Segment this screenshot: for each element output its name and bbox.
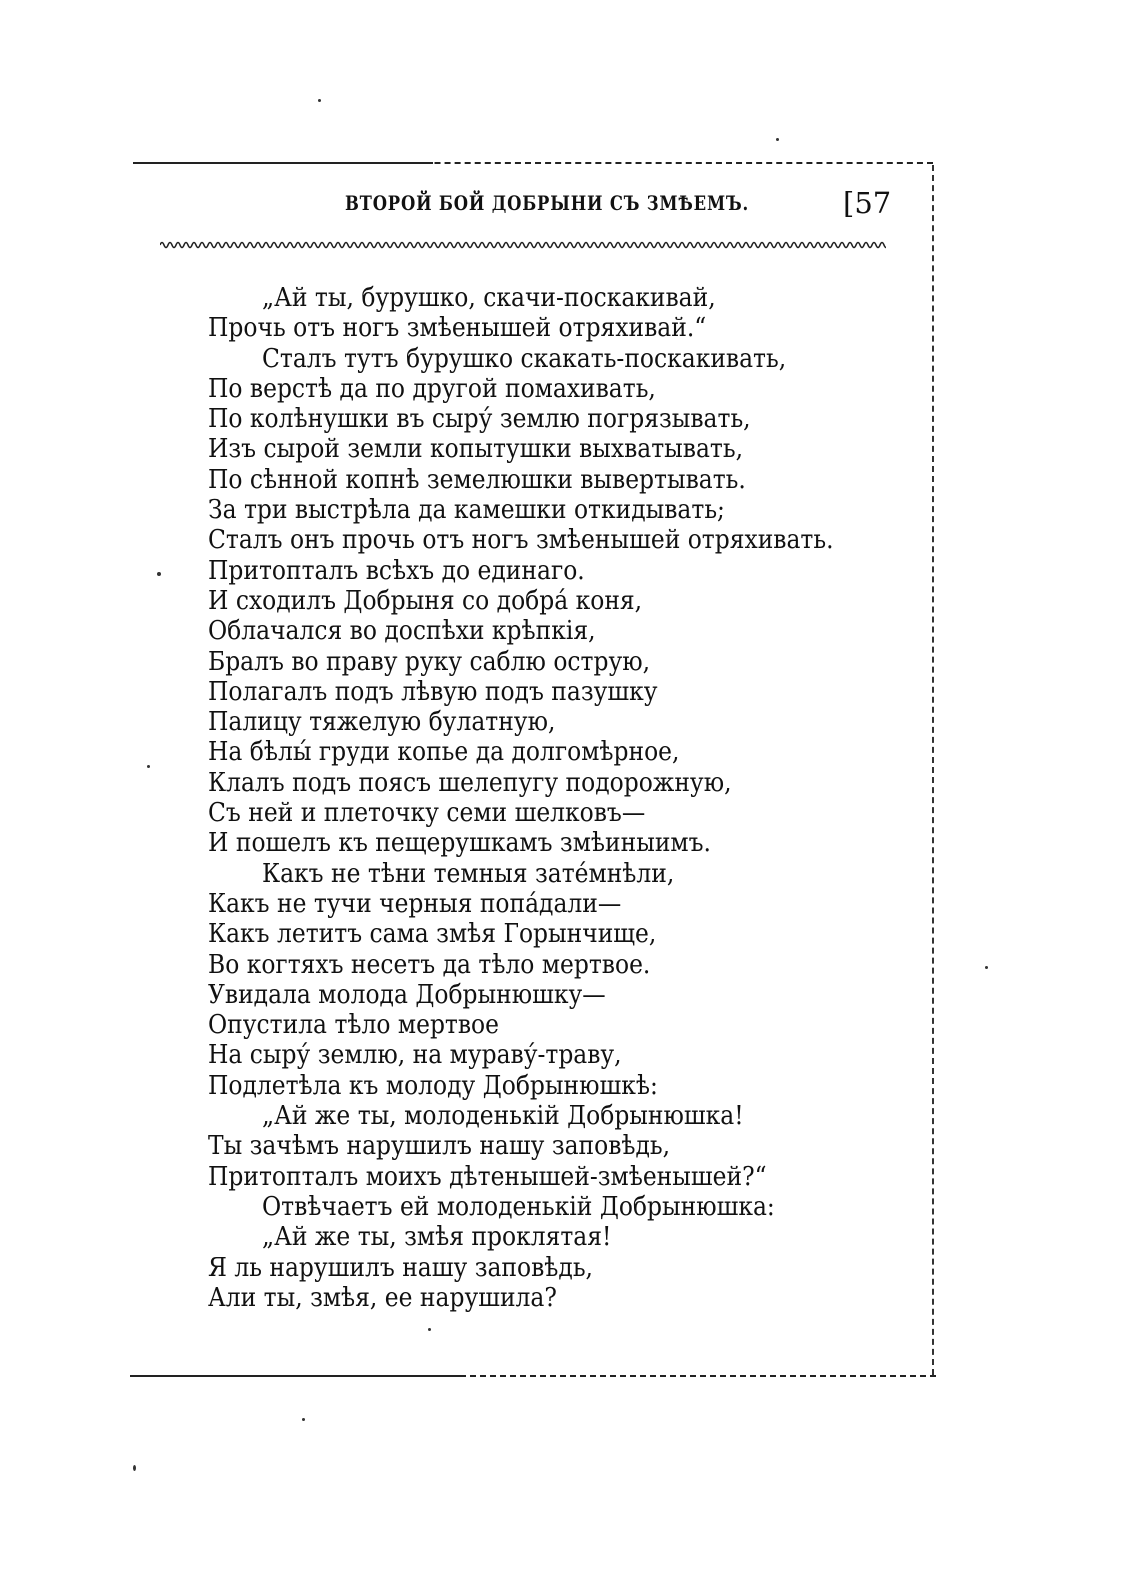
bottom-frame-rule-solid xyxy=(130,1375,460,1377)
verse-line: По верстѣ да по другой помахивать, xyxy=(208,373,656,404)
top-frame-rule-solid xyxy=(133,162,433,164)
verse-line: Бралъ во праву руку саблю острую, xyxy=(208,646,651,677)
verse-line: Прочь отъ ногъ змѣенышей отряхивай.“ xyxy=(208,313,707,344)
verse-line: Отвѣчаетъ ей молоденькій Добрынюшка: xyxy=(262,1191,775,1222)
verse-line: Я ль нарушилъ нашу заповѣдь, xyxy=(208,1252,594,1283)
verse-line: И сходилъ Добрыня со добра́ коня, xyxy=(208,585,643,616)
verse-line: Ты зачѣмъ нарушилъ нашу заповѣдь, xyxy=(208,1131,671,1162)
verse-line: И пошелъ къ пещерушкамъ змѣиныимъ. xyxy=(208,828,711,859)
paper-speck xyxy=(985,966,988,969)
verse-line: Какъ летитъ сама змѣя Горынчище, xyxy=(208,919,657,950)
verse-line: По колѣнушки въ сыру́ землю погрязывать, xyxy=(208,404,751,435)
verse-line: На бѣлы́ груди копье да долгомѣрное, xyxy=(208,737,680,768)
verse-line: Какъ не тѣни темныя зате́мнѣли, xyxy=(262,858,675,889)
verse-line: Облачался во доспѣхи крѣпкія, xyxy=(208,616,596,647)
paper-speck xyxy=(133,1465,136,1471)
paper-speck xyxy=(318,99,321,102)
paper-speck xyxy=(157,572,161,576)
verse-line: Клалъ подъ поясъ шелепугу подорожную, xyxy=(208,767,732,798)
verse-line: „Ай ты, бурушко, скачи-поскакивай, xyxy=(262,283,716,313)
paper-speck xyxy=(302,1418,305,1421)
verse-line: По сѣнной копнѣ земелюшки вывертывать. xyxy=(208,464,746,495)
verse-line: Сталъ тутъ бурушко скакать-поскакивать, xyxy=(262,343,787,374)
verse-text xyxy=(208,283,908,1313)
verse-line: На сыру́ землю, на мураву́-траву, xyxy=(208,1040,622,1071)
wavy-ornament-divider xyxy=(160,238,886,252)
page-number: [57 xyxy=(843,186,892,220)
verse-line: Али ты, змѣя, ее нарушила? xyxy=(208,1282,557,1313)
verse-line: „Ай же ты, молоденькій Добрынюшка! xyxy=(262,1101,744,1132)
paper-speck xyxy=(147,765,150,768)
verse-line: Палицу тяжелую булатную, xyxy=(208,707,556,738)
right-frame-rule xyxy=(932,165,934,1375)
running-title: ВТОРОЙ БОЙ ДОБРЫНИ СЪ ЗМѢЕМЪ. xyxy=(345,191,750,215)
verse-line: Притопталъ моихъ дѣтенышей-змѣенышей?“ xyxy=(208,1161,767,1192)
verse-line: Съ ней и плеточку семи шелковъ— xyxy=(208,798,646,829)
verse-line: Притопталъ всѣхъ до единаго. xyxy=(208,555,585,586)
verse-line: За три выстрѣла да камешки откидывать; xyxy=(208,495,725,526)
verse-line: Во когтяхъ несетъ да тѣло мертвое. xyxy=(208,949,651,980)
verse-line: Полагалъ подъ лѣвую подъ пазушку xyxy=(208,676,658,707)
verse-line: Какъ не тучи черныя попа́дали— xyxy=(208,888,622,919)
verse-line: Опустила тѣло мертвое xyxy=(208,1010,499,1041)
verse-line: Изъ сырой земли копытушки выхватывать, xyxy=(208,434,744,465)
verse-line: Подлетѣла къ молоду Добрынюшкѣ: xyxy=(208,1070,658,1101)
verse-line: „Ай же ты, змѣя проклятая! xyxy=(262,1222,612,1253)
verse-line: Увидала молода Добрынюшку— xyxy=(208,979,606,1010)
paper-speck xyxy=(776,138,779,141)
paper-speck xyxy=(428,1328,431,1331)
verse-line: Сталъ онъ прочь отъ ногъ змѣенышей отряхивать. xyxy=(208,525,834,556)
